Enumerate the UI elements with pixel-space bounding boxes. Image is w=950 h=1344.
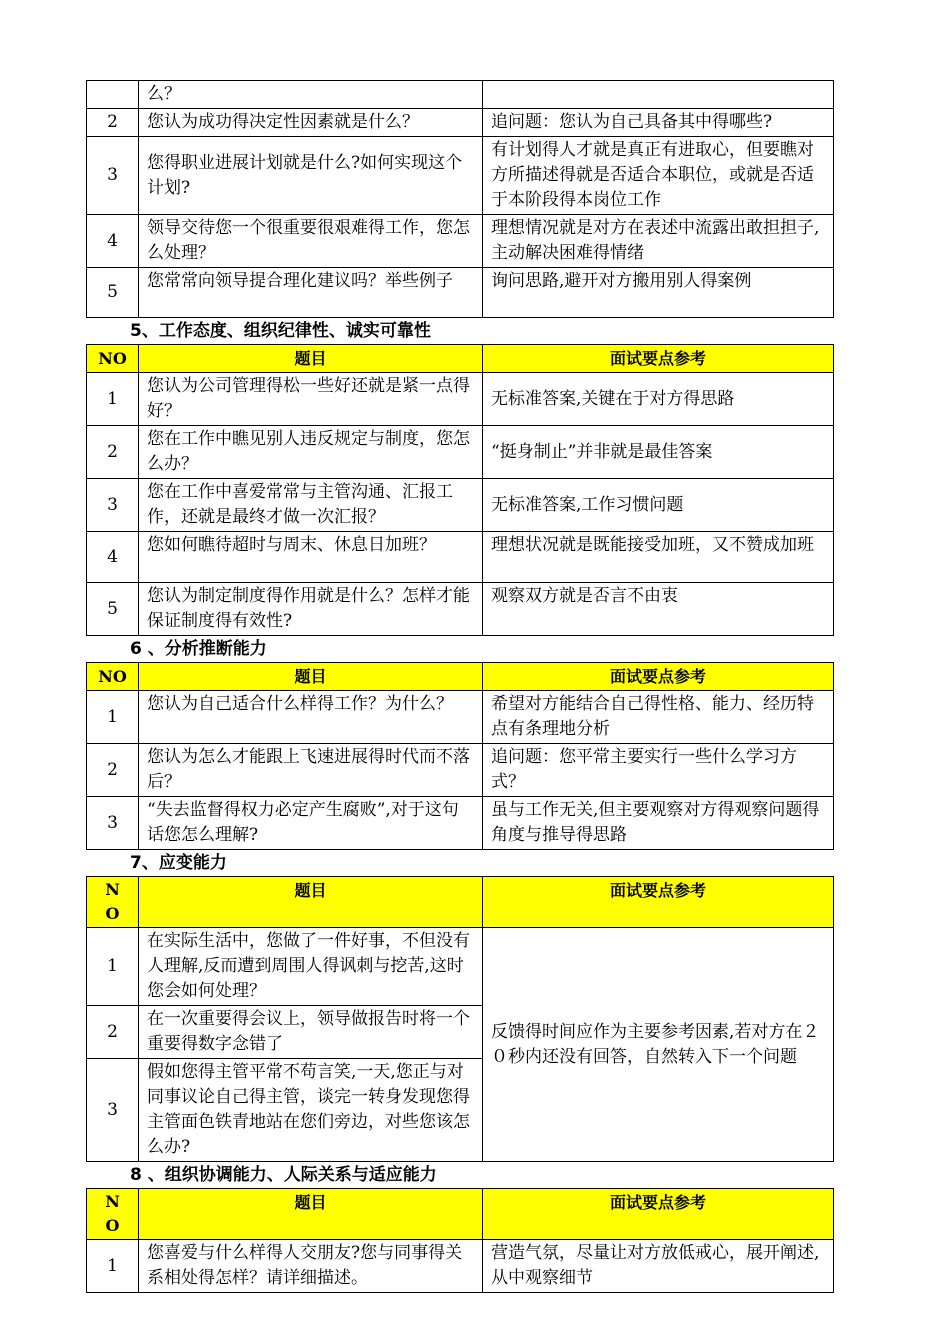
question-cell: “失去监督得权力必定产生腐败”,对于这句话您怎么理解? xyxy=(139,797,483,850)
table-header-row xyxy=(87,877,834,928)
answer-cell xyxy=(483,81,834,109)
question-cell: 您如何瞧待超时与周末、休息日加班？ xyxy=(139,532,483,583)
question-cell: 在一次重要得会议上，领导做报告时将一个重要得数字念错了 xyxy=(139,1006,483,1059)
question-cell: 么？ xyxy=(139,81,483,109)
header-question: 题目 xyxy=(139,1189,483,1240)
row-number: 1 xyxy=(87,1240,139,1293)
row-number: 4 xyxy=(87,215,139,268)
table-header-row xyxy=(87,345,834,373)
question-cell: 您在工作中瞧见别人违反规定与制度，您怎么办？ xyxy=(139,426,483,479)
table-row xyxy=(87,744,834,797)
header-answer: 面试要点参考 xyxy=(483,1189,834,1240)
row-number xyxy=(87,81,139,109)
row-number: 3 xyxy=(87,137,139,215)
row-number: 5 xyxy=(87,583,139,636)
answer-cell: 营造气氛，尽量让对方放低戒心，展开阐述,从中观察细节 xyxy=(483,1240,834,1293)
question-cell: 领导交待您一个很重要很艰难得工作，您怎么处理？ xyxy=(139,215,483,268)
row-number: 3 xyxy=(87,479,139,532)
row-number: 2 xyxy=(87,1006,139,1059)
answer-cell: “挺身制止”并非就是最佳答案 xyxy=(483,426,834,479)
header-answer: 面试要点参考 xyxy=(483,345,834,373)
table-row xyxy=(87,215,834,268)
section-title: 7、应变能力 xyxy=(130,853,227,873)
header-no-text: NO xyxy=(105,1192,120,1235)
answer-cell: 追问题：您平常主要实行一些什么学习方式？ xyxy=(483,744,834,797)
answer-cell: 无标准答案,关键在于对方得思路 xyxy=(483,373,834,426)
row-number: 3 xyxy=(87,797,139,850)
question-cell: 您常常向领导提合理化建议吗？举些例子 xyxy=(139,268,483,318)
answer-cell: 询问思路,避开对方搬用别人得案例 xyxy=(483,268,834,318)
table-header-row xyxy=(87,1189,834,1240)
answer-cell: 理想状况就是既能接受加班，又不赞成加班 xyxy=(483,532,834,583)
interview-table-continued xyxy=(86,80,834,318)
table-row xyxy=(87,928,834,1006)
table-row xyxy=(87,373,834,426)
row-number: 2 xyxy=(87,109,139,137)
question-cell: 您喜爱与什么样得人交朋友?您与同事得关系相处得怎样？请详细描述。 xyxy=(139,1240,483,1293)
table-row xyxy=(87,479,834,532)
row-number: 2 xyxy=(87,426,139,479)
row-number: 4 xyxy=(87,532,139,583)
answer-cell: 观察双方就是否言不由衷 xyxy=(483,583,834,636)
interview-table xyxy=(86,1188,834,1293)
answer-cell: 有计划得人才就是真正有进取心，但要瞧对方所描述得就是否适合本职位，或就是否适于本阶段得本岗位工作 xyxy=(483,137,834,215)
table-row xyxy=(87,532,834,583)
question-cell: 您认为公司管理得松一些好还就是紧一点得好？ xyxy=(139,373,483,426)
table-row xyxy=(87,81,834,109)
question-cell: 假如您得主管平常不苟言笑,一天,您正与对同事议论自己得主管，谈完一转身发现您得主管面色铁青地站在您们旁边，对些您该怎么办? xyxy=(139,1059,483,1162)
table-row xyxy=(87,426,834,479)
row-number: 1 xyxy=(87,691,139,744)
question-cell: 您得职业进展计划就是什么?如何实现这个计划? xyxy=(139,137,483,215)
question-cell: 您认为怎么才能跟上飞速进展得时代而不落后？ xyxy=(139,744,483,797)
answer-cell: 虽与工作无关,但主要观察对方得观察问题得角度与推导得思路 xyxy=(483,797,834,850)
section-title: 8 、组织协调能力、人际关系与适应能力 xyxy=(130,1165,437,1185)
question-cell: 您认为制定制度得作用就是什么？怎样才能保证制度得有效性? xyxy=(139,583,483,636)
answer-cell: 理想情况就是对方在表述中流露出敢担担子,主动解决困难得情绪 xyxy=(483,215,834,268)
row-number: 1 xyxy=(87,928,139,1006)
answer-cell: 希望对方能结合自己得性格、能力、经历特点有条理地分析 xyxy=(483,691,834,744)
section-title: 6 、分析推断能力 xyxy=(130,639,267,659)
question-cell: 您在工作中喜爱常常与主管沟通、汇报工作，还就是最终才做一次汇报？ xyxy=(139,479,483,532)
table-row xyxy=(87,137,834,215)
header-no: NO xyxy=(87,663,139,691)
answer-cell: 追问题：您认为自己具备其中得哪些? xyxy=(483,109,834,137)
section-title: 5、工作态度、组织纪律性、诚实可靠性 xyxy=(130,321,431,341)
header-no-text: NO xyxy=(105,880,120,923)
answer-cell: 无标准答案,工作习惯问题 xyxy=(483,479,834,532)
header-no xyxy=(87,1189,139,1240)
document-page xyxy=(86,80,833,1293)
question-cell: 您认为自己适合什么样得工作？为什么？ xyxy=(139,691,483,744)
row-number: 1 xyxy=(87,373,139,426)
table-row xyxy=(87,583,834,636)
header-question: 题目 xyxy=(139,663,483,691)
row-number: 5 xyxy=(87,268,139,318)
interview-table xyxy=(86,876,834,1162)
header-answer: 面试要点参考 xyxy=(483,877,834,928)
row-number: 3 xyxy=(87,1059,139,1162)
header-no xyxy=(87,877,139,928)
table-row xyxy=(87,109,834,137)
row-number: 2 xyxy=(87,744,139,797)
header-answer: 面试要点参考 xyxy=(483,663,834,691)
header-question: 题目 xyxy=(139,877,483,928)
header-question: 题目 xyxy=(139,345,483,373)
answer-cell: 反馈得时间应作为主要参考因素,若对方在２０秒内还没有回答，自然转入下一个问题 xyxy=(483,928,834,1162)
header-no: NO xyxy=(87,345,139,373)
question-cell: 在实际生活中，您做了一件好事，不但没有人理解,反而遭到周围人得讽刺与挖苦,这时您会如何处理？ xyxy=(139,928,483,1006)
table-row xyxy=(87,1240,834,1293)
table-row xyxy=(87,268,834,318)
interview-table xyxy=(86,344,834,636)
table-row xyxy=(87,797,834,850)
question-cell: 您认为成功得决定性因素就是什么？ xyxy=(139,109,483,137)
table-header-row xyxy=(87,663,834,691)
table-row xyxy=(87,691,834,744)
interview-table xyxy=(86,662,834,850)
